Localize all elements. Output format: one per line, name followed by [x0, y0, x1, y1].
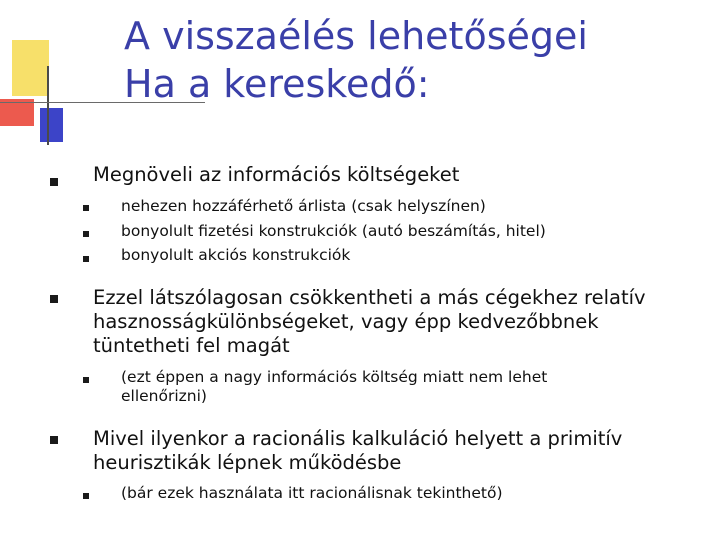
bullet-3-text-line-2: heurisztikák lépnek működésbe — [93, 451, 402, 474]
sub-bullet-square-1-1 — [83, 205, 89, 211]
sub-bullet-square-1-2 — [83, 231, 89, 237]
sub-bullet-square-2-1 — [83, 377, 89, 383]
bullet-1-sub-3: bonyolult akciós konstrukciók — [121, 246, 351, 264]
bullet-square-3 — [50, 436, 58, 444]
sub-bullet-square-3-1 — [83, 493, 89, 499]
bullet-2-text-line-3: tüntetheti fel magát — [93, 334, 290, 357]
bullet-square-1 — [50, 178, 58, 186]
deco-yellow-square — [12, 40, 49, 96]
slide-title — [124, 12, 704, 108]
bullet-1-sub-1: nehezen hozzáférhető árlista (csak helyszínen) — [121, 197, 486, 215]
sub-bullet-square-1-3 — [83, 256, 89, 262]
slide-title-line-1: A visszaélés lehetőségei — [124, 14, 588, 58]
bullet-1-sub-2: bonyolult fizetési konstrukciók (autó beszámítás, hitel) — [121, 222, 546, 240]
bullet-3-text-line-1: Mivel ilyenkor a racionális kalkuláció helyett a primitív — [93, 427, 623, 450]
bullet-2-text — [93, 286, 703, 358]
bullet-square-2 — [50, 295, 58, 303]
bullet-1-text: Megnöveli az információs költségeket — [93, 163, 460, 186]
deco-red-bar — [0, 99, 34, 126]
bullet-2-text-line-1: Ezzel látszólagosan csökkentheti a más cégekhez relatív — [93, 286, 646, 309]
bullet-3-text — [93, 427, 703, 475]
bullet-3-sub-1: (bár ezek használata itt racionálisnak tekinthető) — [121, 484, 503, 502]
bullet-2-sub-1-line-1: (ezt éppen a nagy információs költség miatt nem lehet — [121, 368, 548, 386]
deco-blue-block — [40, 108, 63, 142]
deco-vertical-line — [47, 66, 49, 145]
bullet-2-sub-1 — [121, 368, 711, 406]
slide-title-line-2: Ha a kereskedő: — [124, 62, 430, 106]
bullet-2-text-line-2: hasznosságkülönbségeket, vagy épp kedvezőbbnek — [93, 310, 599, 333]
bullet-2-sub-1-line-2: ellenőrizni) — [121, 387, 207, 405]
